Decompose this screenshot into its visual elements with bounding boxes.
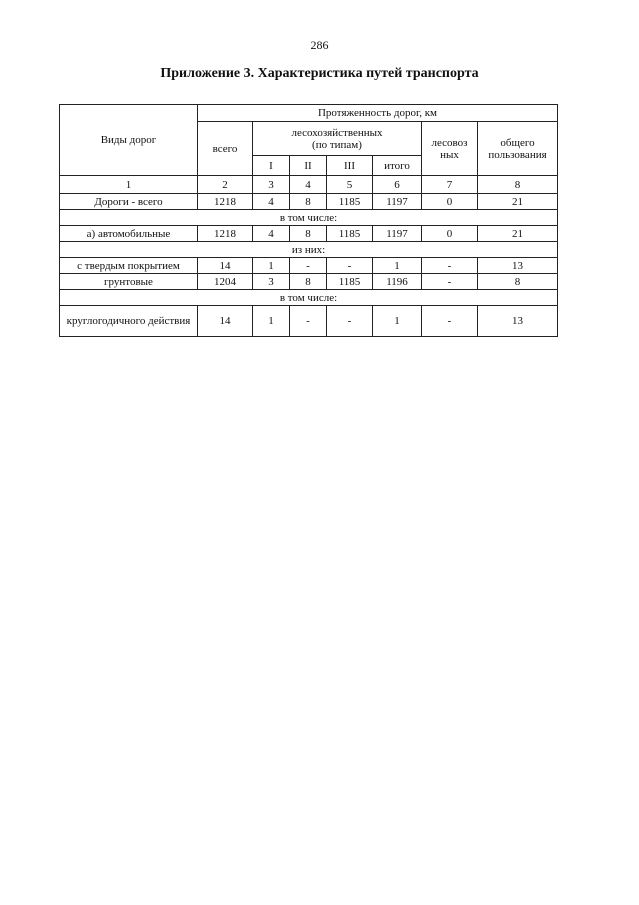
- table-cell: 4: [253, 194, 290, 210]
- row-label: грунтовые: [60, 274, 198, 290]
- header-public-line1: общего: [500, 136, 535, 149]
- section-label: из них:: [60, 242, 558, 258]
- header-public: [478, 122, 558, 176]
- table-cell: 14: [198, 306, 253, 337]
- header-forestry-line1: лесохозяйственных: [291, 126, 383, 139]
- column-number-row: [60, 176, 558, 194]
- column-number: 5: [327, 176, 373, 194]
- table-cell: -: [290, 306, 327, 337]
- table-cell: 13: [478, 258, 558, 274]
- table-cell: -: [422, 306, 478, 337]
- section-label-row: [60, 210, 558, 226]
- table-cell: -: [422, 258, 478, 274]
- table-cell: 1218: [198, 194, 253, 210]
- header-public-line2: пользования: [488, 148, 547, 161]
- table-cell: 4: [253, 226, 290, 242]
- table-cell: 0: [422, 226, 478, 242]
- table-cell: 1: [373, 258, 422, 274]
- column-number: 6: [373, 176, 422, 194]
- table-row: [60, 274, 558, 290]
- header-type-2: II: [290, 156, 327, 176]
- table-cell: 1204: [198, 274, 253, 290]
- header-road-types: Виды дорог: [60, 105, 198, 176]
- page-title: Приложение 3. Характеристика путей транспорта: [160, 66, 479, 81]
- section-label-row: [60, 242, 558, 258]
- table-cell: 8: [290, 274, 327, 290]
- table-cell: -: [327, 258, 373, 274]
- row-label: Дороги - всего: [60, 194, 198, 210]
- table-cell: 0: [422, 194, 478, 210]
- row-label: а) автомобильные: [60, 226, 198, 242]
- roads-table: [59, 104, 558, 337]
- table-cell: 8: [478, 274, 558, 290]
- table-row: [60, 258, 558, 274]
- table-cell: 1197: [373, 226, 422, 242]
- column-number: 3: [253, 176, 290, 194]
- table-cell: 3: [253, 274, 290, 290]
- table-cell: 8: [290, 226, 327, 242]
- table-cell: 1185: [327, 274, 373, 290]
- header-type-3: III: [327, 156, 373, 176]
- column-number: 7: [422, 176, 478, 194]
- column-number: 2: [198, 176, 253, 194]
- header-forestry-total: итого: [373, 156, 422, 176]
- table-cell: 1196: [373, 274, 422, 290]
- header-logging-line2: ных: [440, 148, 459, 161]
- table-cell: 1185: [327, 194, 373, 210]
- page-number: 286: [310, 38, 329, 52]
- table-row: [60, 226, 558, 242]
- section-label: в том числе:: [60, 210, 558, 226]
- table-cell: 1197: [373, 194, 422, 210]
- table-cell: 1: [373, 306, 422, 337]
- row-label: круглогодичного действия: [60, 306, 198, 337]
- header-forestry-group: [253, 122, 422, 156]
- table-row: [60, 306, 558, 337]
- table-cell: 21: [478, 194, 558, 210]
- section-label-row: [60, 290, 558, 306]
- row-label: с твердым покрытием: [60, 258, 198, 274]
- column-number: 8: [478, 176, 558, 194]
- table-cell: -: [327, 306, 373, 337]
- table-row: [60, 194, 558, 210]
- table-cell: -: [422, 274, 478, 290]
- header-logging-line1: лесовоз: [431, 136, 468, 149]
- table-cell: 1185: [327, 226, 373, 242]
- header-length-group: Протяженность дорог, км: [198, 105, 558, 122]
- table-cell: 14: [198, 258, 253, 274]
- header-total: всего: [198, 122, 253, 176]
- table-cell: 21: [478, 226, 558, 242]
- table-cell: 1: [253, 258, 290, 274]
- header-type-1: I: [253, 156, 290, 176]
- table-cell: -: [290, 258, 327, 274]
- column-number: 1: [60, 176, 198, 194]
- table-cell: 13: [478, 306, 558, 337]
- header-logging: [422, 122, 478, 176]
- table-cell: 8: [290, 194, 327, 210]
- header-forestry-line2: (по типам): [312, 138, 362, 151]
- section-label: в том числе:: [60, 290, 558, 306]
- table-cell: 1218: [198, 226, 253, 242]
- column-number: 4: [290, 176, 327, 194]
- table-cell: 1: [253, 306, 290, 337]
